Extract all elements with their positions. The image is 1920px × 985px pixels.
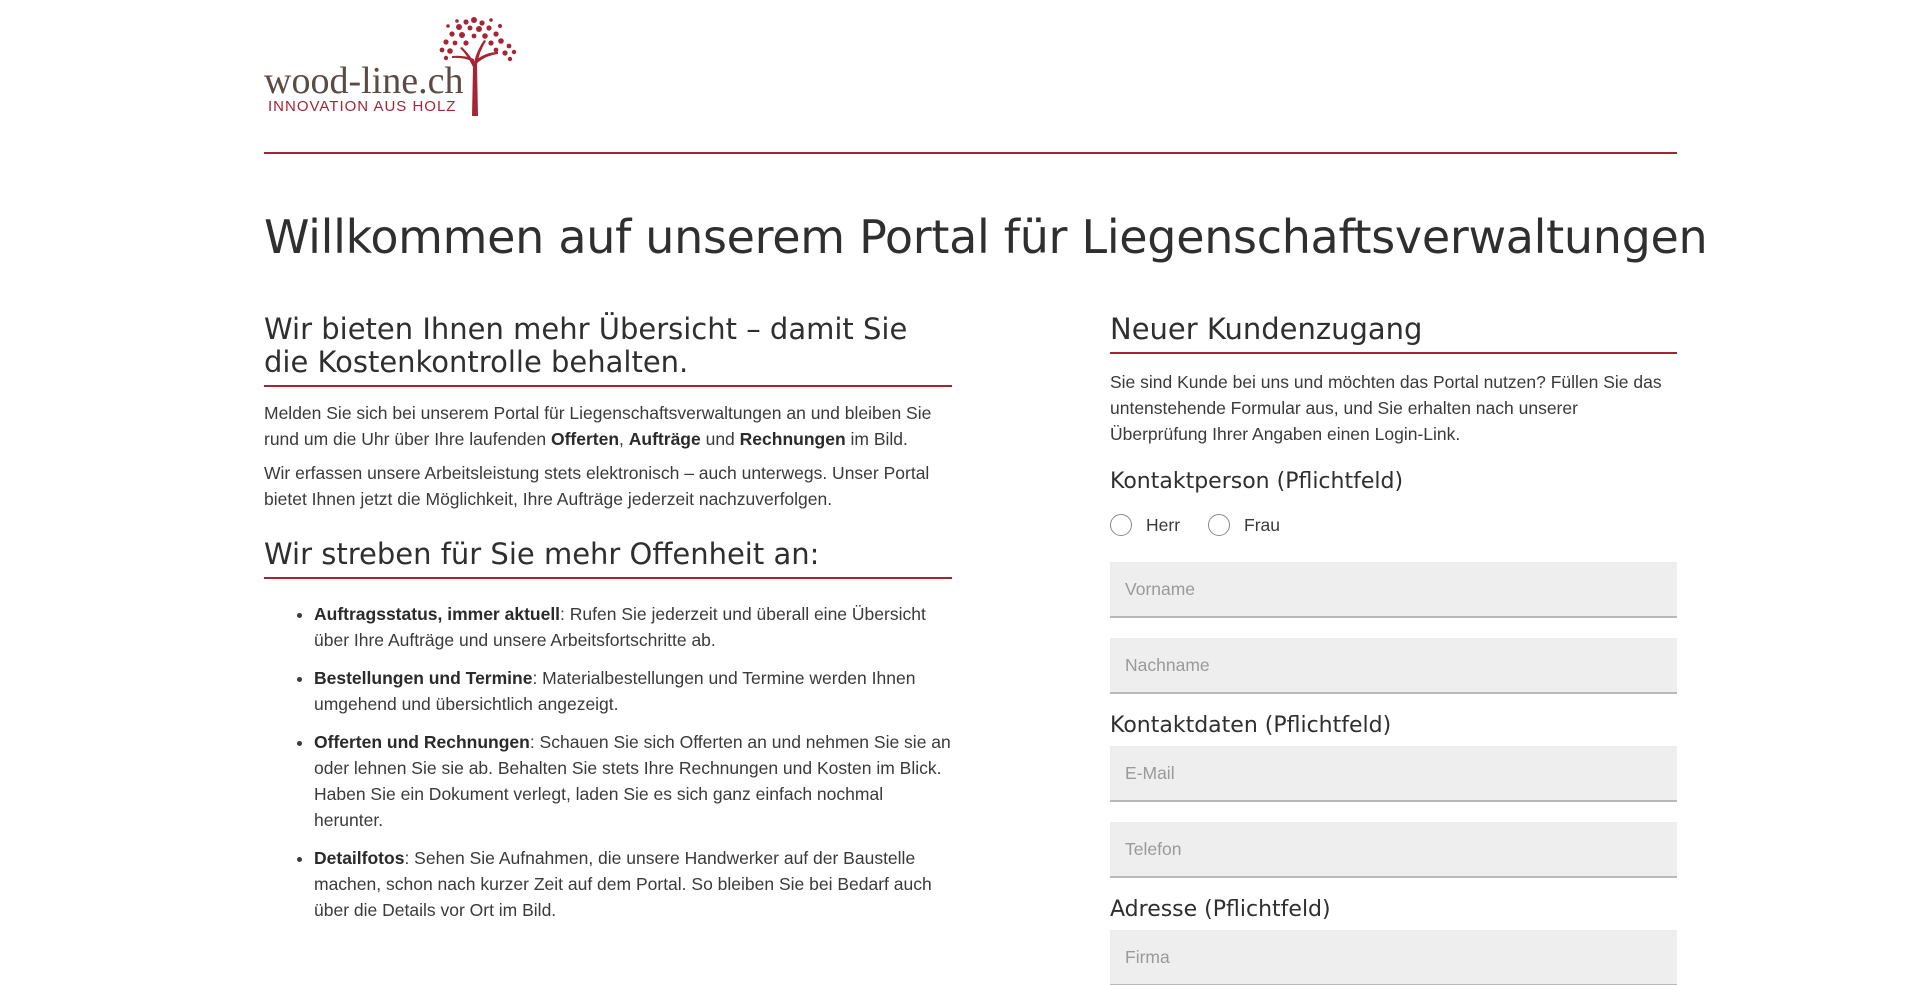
feature-title: Offerten und Rechnungen <box>314 732 530 752</box>
company-input[interactable] <box>1110 930 1677 985</box>
section-heading-overview: Wir bieten Ihnen mehr Übersicht – damit Sie die Kostenkontrolle behalten. <box>264 313 952 387</box>
feature-text: : Sehen Sie Aufnahmen, die unsere Handwerker auf der Baustelle machen, schon nach kurzer Zeit auf dem Portal. So bleiben Sie bei Bedarf auch über die Details vor Ort im Bild. <box>314 848 932 920</box>
list-item <box>314 601 952 653</box>
list-item <box>314 845 952 923</box>
form-heading: Neuer Kundenzugang <box>1110 313 1677 354</box>
radio-frau[interactable] <box>1208 514 1280 536</box>
intro-text: Melden Sie sich bei unserem Portal für Liegenschaftsverwaltungen an und bleiben Sie rund um die Uhr über Ihre laufenden <box>264 403 932 449</box>
feature-title: Auftragsstatus, immer aktuell <box>314 604 561 624</box>
radio-label-herr: Herr <box>1146 514 1181 535</box>
page-title: Willkommen auf unserem Portal für Liegenschaftsverwaltungen <box>264 210 1708 264</box>
salutation-radio-group <box>1110 510 1677 540</box>
section-heading-openness: Wir streben für Sie mehr Offenheit an: <box>264 538 952 579</box>
feature-text: : Schauen Sie sich Offerten an und nehmen Sie sie an oder lehnen Sie sie ab. Behalten Sie stets Ihre Rechnungen und Kosten im Blick. Haben Sie ein Dokument verlegt, laden Sie es sich ganz einfach nochmal herunter. <box>314 732 951 830</box>
radio-circle-icon[interactable] <box>1208 514 1230 536</box>
intro-bold-auftraege: Aufträge <box>628 429 701 449</box>
last-name-input[interactable] <box>1110 638 1677 694</box>
list-item <box>314 729 952 833</box>
feature-text: : Rufen Sie jederzeit und überall eine Übersicht über Ihre Aufträge und unsere Arbeitsfortschritte ab. <box>314 604 926 650</box>
form-intro: Sie sind Kunde bei uns und möchten das Portal nutzen? Füllen Sie das untenstehende Formular aus, und Sie erhalten nach unserer Überprüfung Ihrer Angaben einen Login-Link. <box>1110 372 1662 444</box>
work-paragraph: Wir erfassen unsere Arbeitsleistung stets elektronisch – auch unterwegs. Unser Portal bietet Ihnen jetzt die Möglichkeit, Ihre Aufträge jederzeit nachzuverfolgen. <box>264 463 930 509</box>
feature-title: Bestellungen und Termine <box>314 668 533 688</box>
site-logo[interactable] <box>264 12 534 122</box>
tree-icon <box>424 12 524 116</box>
logo-name: wood-line.ch <box>264 60 464 102</box>
radio-herr[interactable] <box>1110 514 1180 536</box>
info-column <box>264 313 952 935</box>
site-header <box>264 0 1677 154</box>
contact-data-label: Kontaktdaten (Pflichtfeld) <box>1110 713 1392 738</box>
radio-circle-icon[interactable] <box>1110 514 1132 536</box>
intro-separator: und <box>700 429 740 449</box>
registration-form <box>1110 313 1677 985</box>
intro-bold-rechnungen: Rechnungen <box>739 429 846 449</box>
feature-text: : Materialbestellungen und Termine werden Ihnen umgehend und übersichtlich angezeigt. <box>314 668 916 714</box>
intro-text-end: im Bild. <box>845 429 908 449</box>
radio-label-frau: Frau <box>1244 514 1281 535</box>
logo-tagline: INNOVATION AUS HOLZ <box>268 98 457 115</box>
intro-bold-offerten: Offerten <box>550 429 620 449</box>
first-name-input[interactable] <box>1110 562 1677 618</box>
list-item <box>314 665 952 717</box>
email-input[interactable] <box>1110 746 1677 802</box>
feature-title: Detailfotos <box>314 848 405 868</box>
contact-person-label: Kontaktperson (Pflichtfeld) <box>1110 469 1404 494</box>
address-label: Adresse (Pflichtfeld) <box>1110 897 1331 922</box>
intro-paragraph <box>264 400 952 452</box>
phone-input[interactable] <box>1110 822 1677 878</box>
intro-separator: , <box>619 429 629 449</box>
feature-list <box>264 601 952 923</box>
